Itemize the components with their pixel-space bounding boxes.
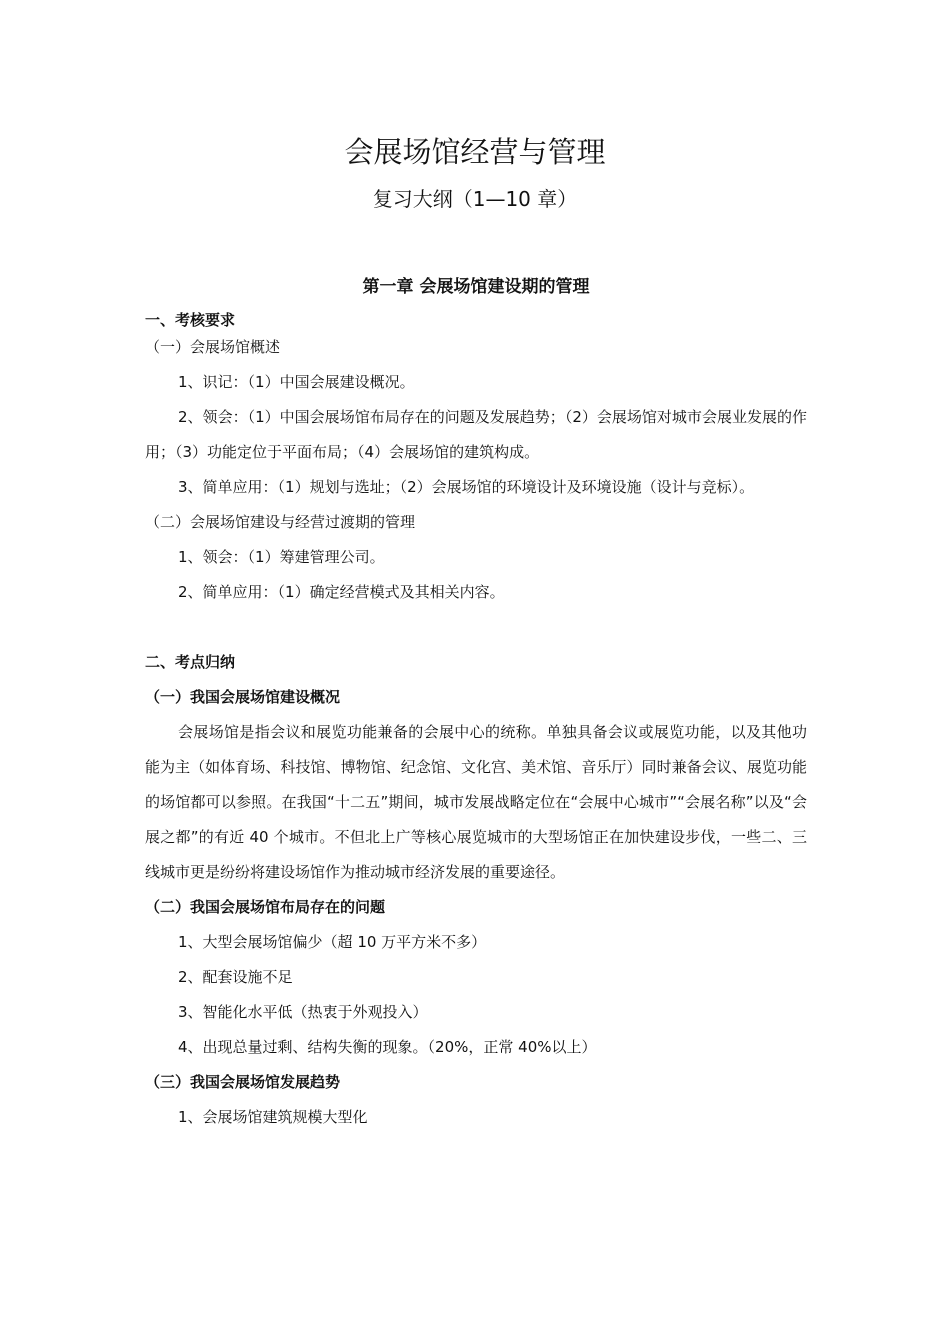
section-heading-summary: 二、考点归纳: [145, 653, 236, 671]
subsection-heading: （三）我国会展场馆发展趋势: [145, 1073, 341, 1091]
document-subtitle: 复习大纲（1—10 章）: [372, 187, 578, 211]
document-body: [145, 272, 807, 1135]
subsection-heading: （二）会展场馆建设与经营过渡期的管理: [145, 513, 416, 531]
chapter-heading: 第一章 会展场馆建设期的管理: [362, 277, 590, 297]
list-item: 1、领会：（1）筹建管理公司。: [178, 548, 385, 566]
subsection-heading: （一）会展场馆概述: [145, 338, 281, 356]
list-item: 3、智能化水平低（热衷于外观投入）: [178, 1003, 428, 1021]
body-paragraph: 会展场馆是指会议和展览功能兼备的会展中心的统称。单独具备会议或展览功能，以及其他功能为主（如体育场、科技馆、博物馆、纪念馆、文化宫、美术馆、音乐厅）同时兼备会议、展览功能的场馆都可以参照。在我国“十二五”期间，城市发展战略定位在“会展中心城市”“会展名称”以及“会展之都”的有近 40 个城市。不但北上广等核心展览城市的大型场馆正在加快建设步伐，一些二、三线城市更是纷纷将建设场馆作为推动城市经济发展的重要途径。: [145, 723, 807, 881]
list-item: 2、简单应用：（1）确定经营模式及其相关内容。: [178, 583, 505, 601]
list-item: 1、大型会展场馆偏少（超 10 万平方米不多）: [178, 933, 487, 951]
list-item: 2、配套设施不足: [178, 968, 293, 986]
list-item: 1、会展场馆建筑规模大型化: [178, 1108, 368, 1126]
section-heading-requirements: 一、考核要求: [145, 311, 236, 329]
subsection-heading: （一）我国会展场馆建设概况: [145, 688, 341, 706]
subsection-heading: （二）我国会展场馆布局存在的问题: [145, 898, 386, 916]
document-title: 会展场馆经营与管理: [344, 135, 606, 169]
list-item: 2、领会：（1）中国会展场馆布局存在的问题及发展趋势；（2）会展场馆对城市会展业发展的作用；（3）功能定位于平面布局；（4）会展场馆的建筑构成。: [145, 408, 807, 461]
list-item: 1、识记：（1）中国会展建设概况。: [178, 373, 415, 391]
list-item: 3、简单应用：（1）规划与选址；（2）会展场馆的环境设计及环境设施（设计与竞标）。: [178, 478, 755, 496]
spacer: [145, 610, 807, 645]
list-item: 4、出现总量过剩、结构失衡的现象。（20%，正常 40%以上）: [178, 1038, 597, 1056]
